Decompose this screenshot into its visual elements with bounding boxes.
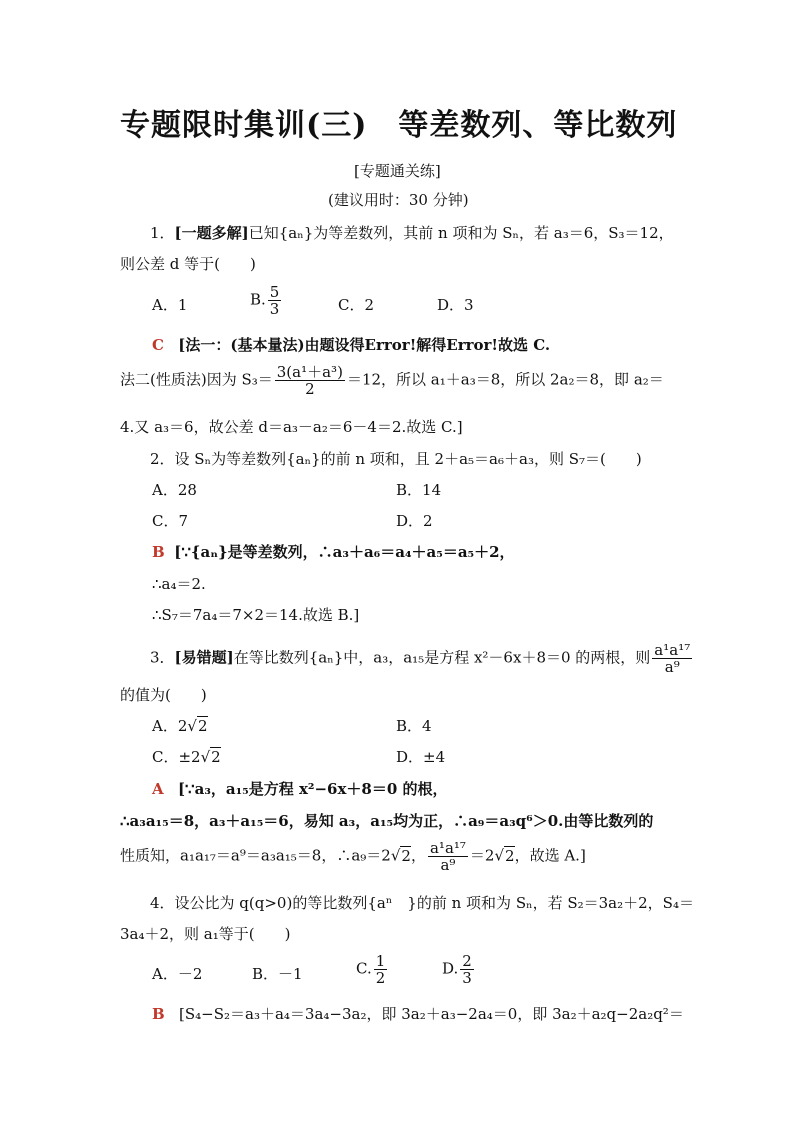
q3-answer: A [152,780,164,798]
q3-line2: 的值为( ) [120,686,207,704]
q4-option-b: B．－1 [252,965,303,983]
q2-solution-line3: ∴S₇＝7a₄＝7×2＝14.故选 B.] [152,606,360,624]
q2-answer: B [152,543,165,561]
q1-option-b: B. $\frac{5}{3}$ [250,283,280,318]
q3-option-a: A．2√2 [152,717,208,735]
q4-line2: 3a₄＋2，则 a₁等于( ) [120,925,291,943]
page-title: 专题限时集训(三) 等差数列、等比数列 [120,108,678,143]
q3-option-b: B．4 [396,717,432,735]
q3-option-c: C．±2√2 [152,748,221,766]
q2-option-d: D．2 [396,512,433,530]
q2-solution-line2: ∴a₄＝2. [152,575,206,593]
q2-stem: 2．设 Sₙ为等差数列{aₙ}的前 n 项和，且 2＋a₅＝a₆＋a₃，则 S₇＝( ) [150,450,642,468]
q3-stem: 3．[易错题]在等比数列{aₙ}中，a₃，a₁₅是方程 x²－6x＋8＝0 的两根，则 $\frac{\text{a¹a¹⁷}}{\text{a⁹}}$ [150,641,691,676]
q1-solution-line1: C [法一：(基本量法)由题设得Error!解得Error!故选 C. [152,336,551,354]
q1-option-c: C．2 [338,296,375,314]
q4-solution-line1: B [S₄−S₂＝a₃＋a₄＝3a₄−3a₂，即 3a₂＋a₃−2a₄＝0，即 3a₂＋a₂q−2a₂q²＝ [152,1005,684,1023]
q1-tag: [一题多解] [174,224,249,242]
q2-option-a: A．28 [152,481,197,499]
q3-solution-line3: 性质知，a₁a₁₇＝a⁹＝a₃a₁₅＝8，∴a₉＝2√2， $\frac{\text{a¹a¹⁷}}{\text{a⁹}}$ ＝2√2，故选 A.] [120,839,586,874]
q4-option-c: C. $\frac{1}{2}$ [356,952,386,987]
q1-line2: 则公差 d 等于( ) [120,255,256,273]
q1-line1: 1．[一题多解]已知{aₙ}为等差数列，其前 n 项和为 Sₙ，若 a₃＝6，S₃＝12， [150,224,674,242]
q3-tag: [易错题] [174,648,234,667]
q3-solution-line1: A [∵a₃，a₁₅是方程 x²−6x＋8＝0 的根， [152,780,448,798]
q1-option-a: A．1 [152,296,188,314]
q1-solution-line2: 法二(性质法)因为 S₃＝ $\frac{\text{3(a¹＋a³)}}{2}$ ＝12，所以 a₁＋a₃＝8，所以 2a₂＝8，即 a₂＝ [120,363,664,398]
q2-solution-line1: B [∵{aₙ}是等差数列，∴a₃＋a₆＝a₄＋a₅＝a₅＋2， [152,543,515,561]
q1-answer: C [152,336,164,354]
q4-option-d: D. $\frac{2}{3}$ [442,952,472,987]
q2-option-b: B．14 [396,481,442,499]
section-tag: [专题通关练] [354,162,441,180]
q4-line1: 4．设公比为 q(q>0)的等比数列{aⁿ }的前 n 项和为 Sₙ，若 S₂＝3a₂＋2，S₄＝ [150,894,694,912]
suggested-time: (建议用时：30 分钟) [328,191,469,209]
q3-solution-line2: ∴a₃a₁₅＝8，a₃＋a₁₅＝6，易知 a₃，a₁₅均为正，∴a₉＝a₃q⁶＞0.由等比数列的 [120,812,654,830]
q1-solution-line3: 4.又 a₃＝6，故公差 d＝a₃－a₂＝6－4＝2.故选 C.] [120,418,463,436]
q1-option-d: D．3 [437,296,474,314]
q4-option-a: A．－2 [152,965,203,983]
q4-answer: B [152,1005,165,1023]
q3-option-d: D．±4 [396,748,446,766]
q2-option-c: C．7 [152,512,189,530]
